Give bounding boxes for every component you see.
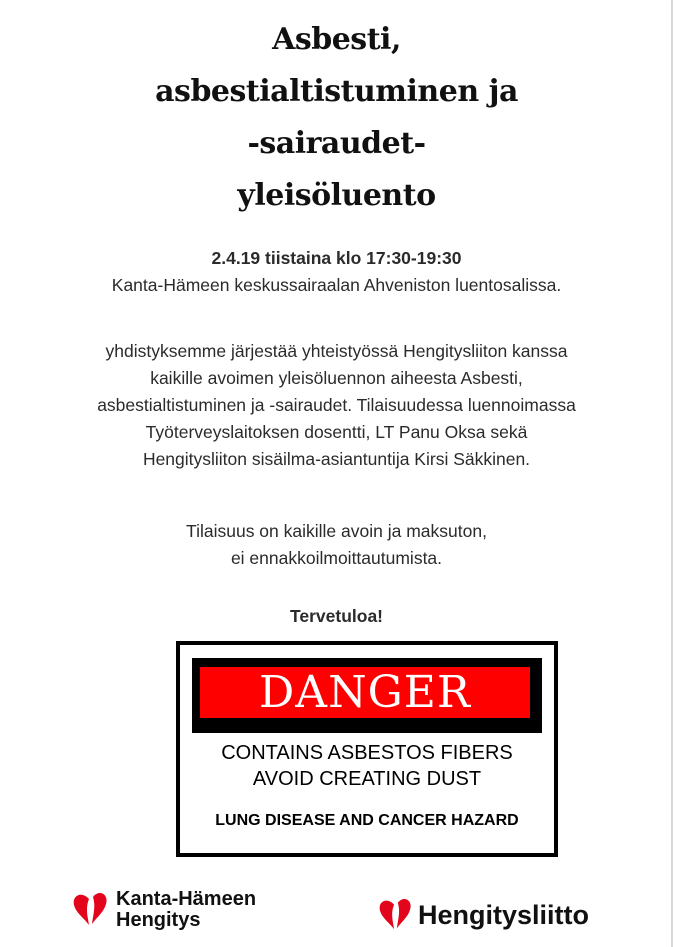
- welcome-text: Tervetuloa!: [289, 606, 384, 626]
- description-line-3: asbestialtistuminen ja -sairaudet. Tilaisuudessa luennoimassa: [97, 395, 576, 415]
- heart-leaf-icon: [72, 891, 108, 929]
- page-title: [0, 14, 673, 222]
- description-line-2: kaikille avoimen yleisöluennon aiheesta Asbesti,: [150, 368, 523, 388]
- title-line-4: yleisöluento: [237, 178, 436, 213]
- warning-line-1: CONTAINS ASBESTOS FIBERS: [221, 742, 513, 764]
- description-line-1: yhdistyksemme järjestää yhteistyössä Hengitysliiton kanssa: [105, 341, 568, 361]
- left-logo-line-2: Hengitys: [116, 909, 201, 931]
- description-line-5: Hengitysliiton sisäilma-asiantuntija Kirsi Säkkinen.: [142, 449, 531, 469]
- event-info: [0, 245, 673, 299]
- event-terms: [0, 518, 673, 572]
- left-logo-text: [116, 889, 256, 931]
- hengitysliitto-logo: [378, 897, 589, 933]
- heart-leaf-icon: [378, 897, 412, 933]
- left-logo-line-1: Kanta-Hämeen: [116, 888, 257, 910]
- warning-header-frame: [192, 658, 542, 733]
- info-line-2: ei ennakkoilmoittautumista.: [230, 548, 443, 568]
- warning-line-3: LUNG DISEASE AND CANCER HAZARD: [215, 812, 519, 829]
- danger-label: DANGER: [200, 667, 530, 718]
- title-line-1: Asbesti,: [272, 22, 401, 57]
- event-location: Kanta-Hämeen keskussairaalan Ahveniston luentosalissa.: [111, 275, 562, 295]
- asbestos-warning-sign: [176, 641, 558, 857]
- description-line-4: Työterveyslaitoksen dosentti, LT Panu Oksa sekä: [145, 422, 528, 442]
- warning-line-2: AVOID CREATING DUST: [252, 768, 482, 790]
- kanta-hameen-hengitys-logo: [72, 889, 256, 931]
- event-datetime: 2.4.19 tiistaina klo 17:30-19:30: [211, 248, 462, 268]
- title-line-2: asbestialtistuminen ja: [155, 74, 518, 109]
- info-line-1: Tilaisuus on kaikille avoin ja maksuton,: [186, 521, 487, 541]
- event-description: [0, 338, 673, 473]
- right-logo-text: Hengitysliitto: [418, 899, 590, 930]
- title-line-3: -sairaudet-: [247, 126, 426, 161]
